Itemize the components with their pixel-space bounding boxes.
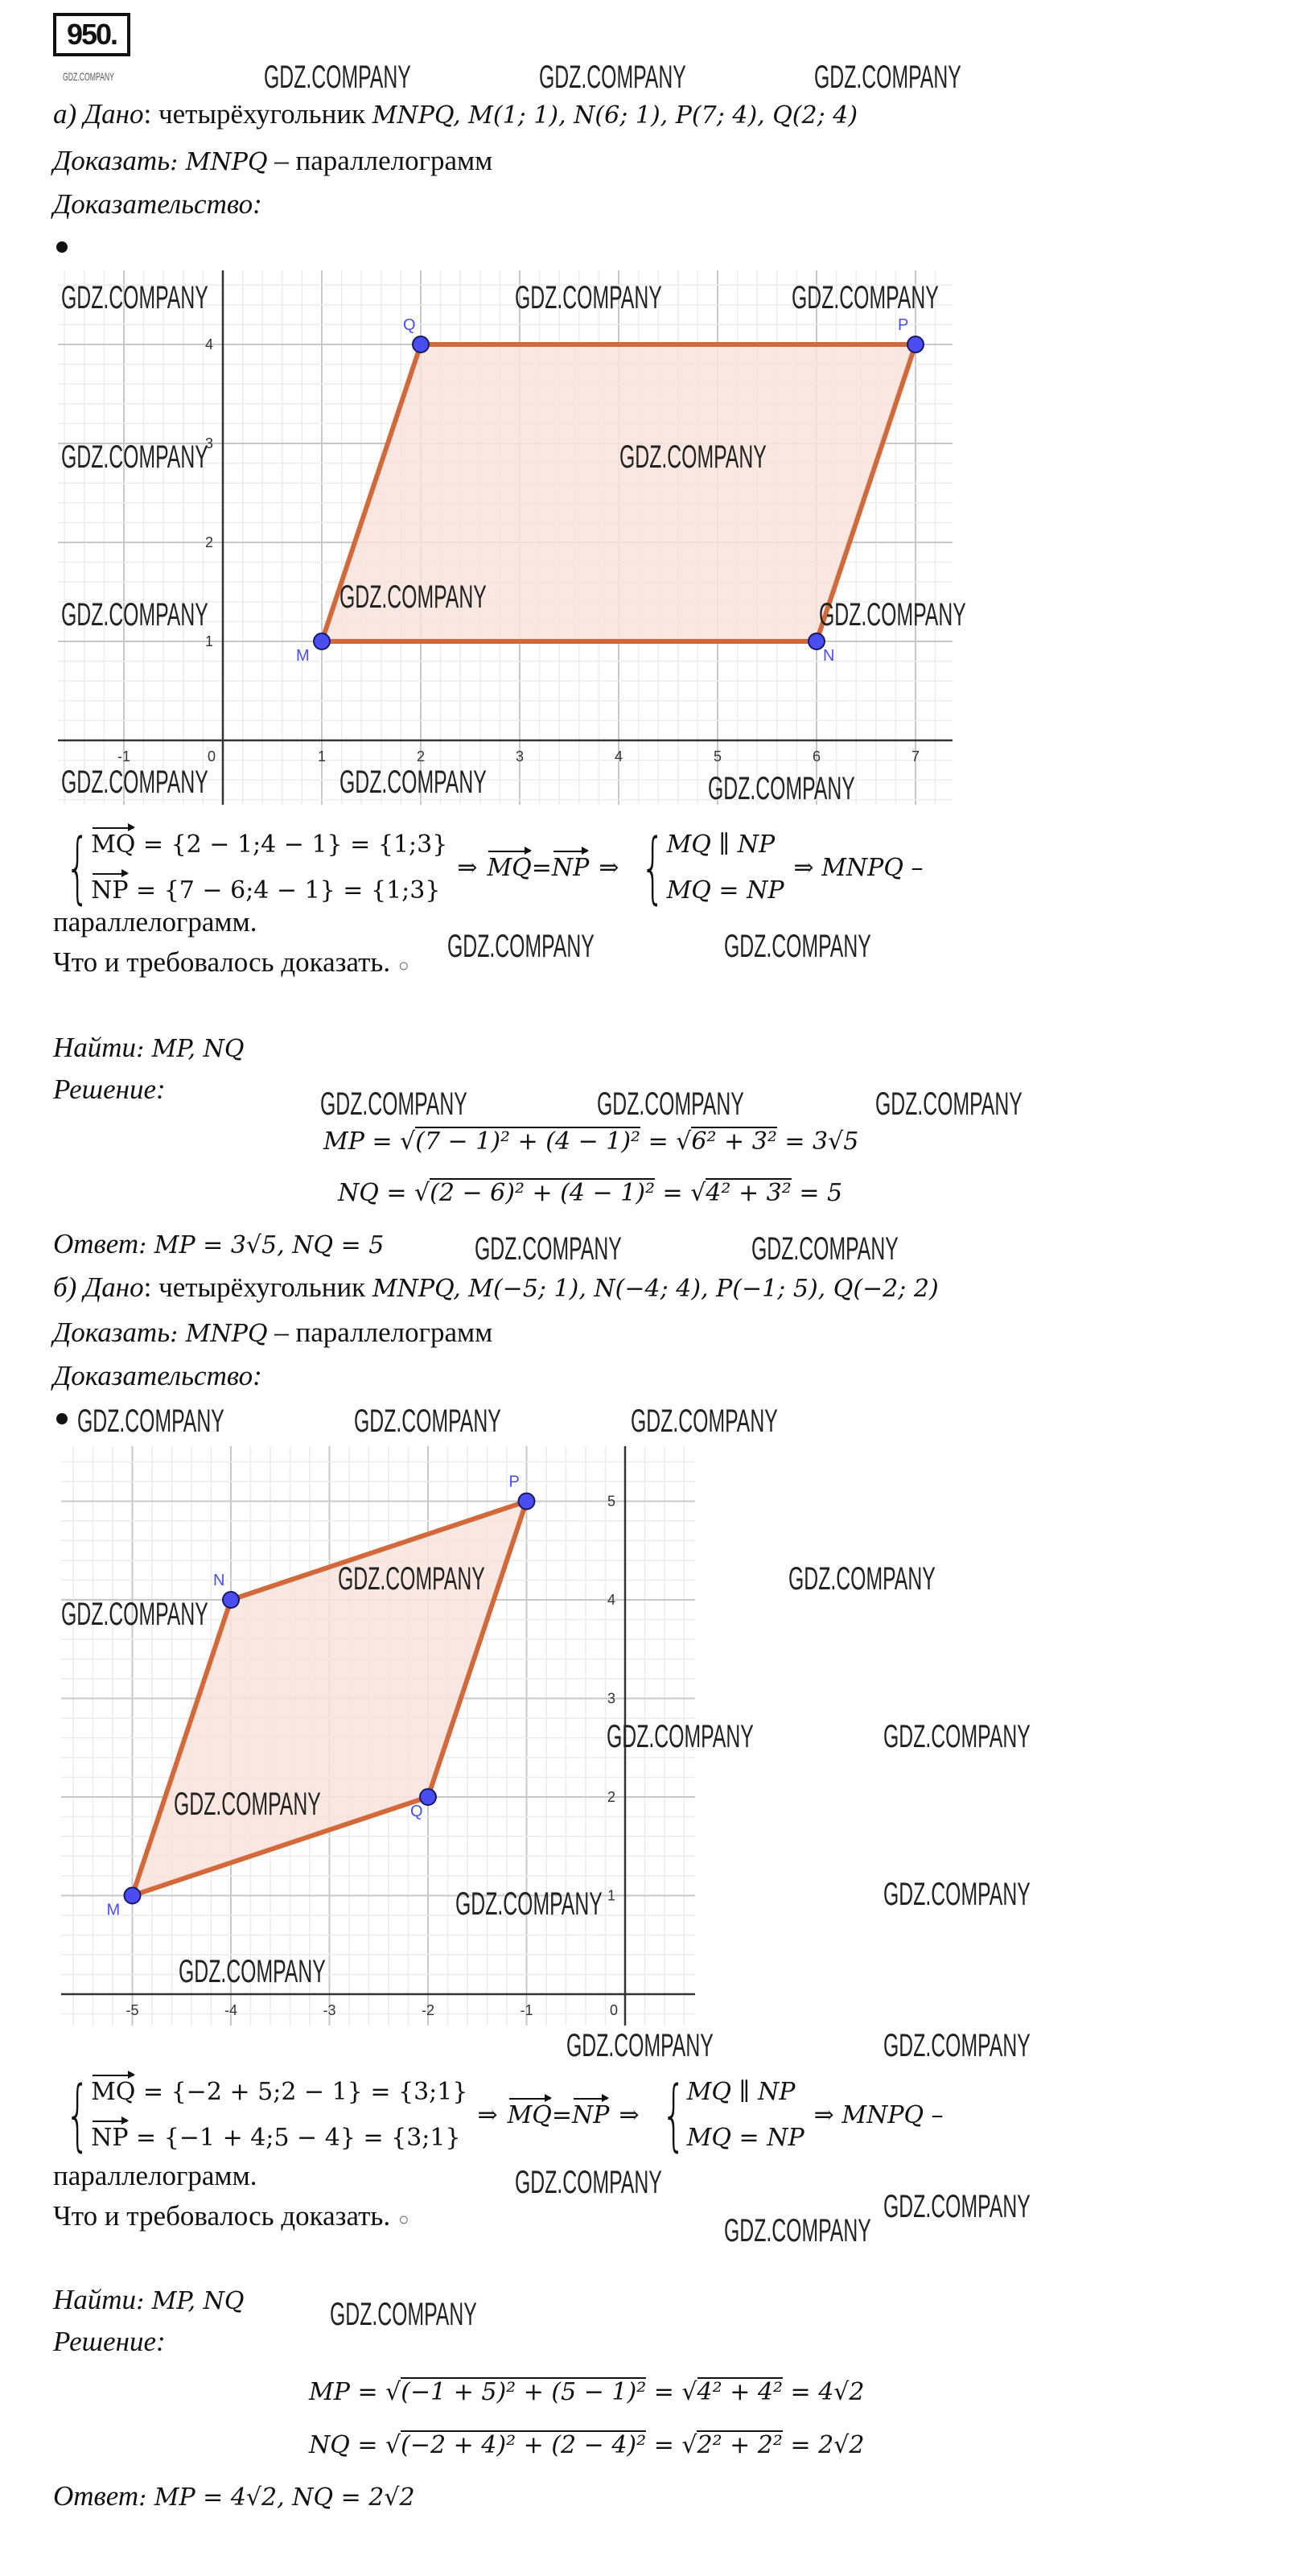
point-label-P: P — [508, 1473, 520, 1491]
point-label-N: N — [823, 647, 835, 665]
x-tick-label: -5 — [125, 2002, 139, 2018]
given-math: MNPQ, M(1; 1), N(6; 1), P(7; 4), Q(2; 4) — [372, 101, 858, 130]
y-tick-label: 3 — [204, 435, 213, 451]
watermark: GDZ.COMPANY — [814, 60, 961, 95]
watermark: GDZ.COMPANY — [724, 929, 871, 964]
watermark: GDZ.COMPANY — [264, 60, 411, 95]
watermark: GDZ.COMPANY — [751, 1231, 899, 1267]
implies: ⇒ — [599, 853, 619, 882]
y-tick-label: 5 — [607, 1493, 615, 1510]
find-b: Найти: MP, NQ — [53, 2284, 245, 2315]
x-tick-label: 5 — [713, 748, 722, 765]
watermark: GDZ.COMPANY — [566, 2028, 714, 2063]
x-tick-label: 4 — [614, 748, 623, 765]
x-tick-label: 6 — [812, 748, 821, 765]
mp-formula-a: MP = √(7 − 1)² + (4 − 1)² = √6² + 3² = 3√5 — [323, 1127, 859, 1156]
watermark: GDZ.COMPANY — [61, 439, 208, 475]
watermark: GDZ.COMPANY — [61, 280, 208, 315]
y-tick-label: 4 — [204, 336, 213, 352]
point-P — [907, 336, 924, 352]
x-tick-label: -3 — [323, 2002, 336, 2018]
given-label: а) Дано — [53, 98, 144, 130]
prove-math: : MNPQ — [170, 148, 268, 176]
x-tick-label: 2 — [416, 748, 426, 765]
given-text: : четырёхугольник — [143, 98, 372, 130]
prove-a — [53, 146, 492, 175]
bullet — [56, 1413, 68, 1424]
x-tick-label: 1 — [317, 748, 327, 765]
watermark: GDZ.COMPANY — [607, 1719, 754, 1754]
point-label-M: M — [296, 647, 310, 665]
answer-a: Ответ: MP = 3√5, NQ = 5 — [53, 1228, 385, 1259]
watermark: GDZ.COMPANY — [455, 1886, 603, 1922]
watermark: GDZ.COMPANY — [515, 280, 662, 315]
point-label-N: N — [213, 1572, 225, 1589]
nq-formula-a: NQ = √(2 − 6)² + (4 − 1)² = √4² + 3² = 5 — [338, 1179, 843, 1207]
proof-label-a: Доказательство: — [53, 188, 262, 220]
solution-label-b: Решение: — [53, 2326, 166, 2357]
x-tick-label: 0 — [207, 748, 216, 765]
watermark: GDZ.COMPANY — [174, 1787, 321, 1822]
y-tick-label: 1 — [204, 633, 213, 649]
x-tick-label: -4 — [224, 2002, 238, 2018]
x-tick-label: -2 — [421, 2002, 435, 2018]
prove-label: Доказать — [53, 145, 171, 176]
watermark: GDZ.COMPANY — [63, 70, 114, 83]
point-label-M: M — [106, 1901, 121, 1919]
watermark: GDZ.COMPANY — [61, 1597, 208, 1632]
proof-label-b: Доказательство: — [53, 1360, 262, 1391]
problem-number: 950. — [53, 13, 130, 56]
qed-a: Что и требовалось доказать. ○ — [53, 946, 409, 978]
point-label-Q: Q — [410, 1803, 423, 1820]
conclusion-word: параллелограмм. — [53, 2160, 257, 2191]
given-a — [53, 100, 858, 128]
system-line-2: NP = {−1 + 4;5 − 4} = {3;1} — [91, 2124, 461, 2152]
point-label-P: P — [898, 316, 909, 334]
watermark: GDZ.COMPANY — [883, 2028, 1031, 2063]
watermark: GDZ.COMPANY — [788, 1561, 936, 1597]
watermark: GDZ.COMPANY — [447, 929, 595, 964]
watermark: GDZ.COMPANY — [338, 1561, 485, 1597]
conclusion-word: параллелограмм. — [53, 906, 257, 938]
watermark: GDZ.COMPANY — [179, 1954, 326, 1989]
x-tick-label: 3 — [515, 748, 525, 765]
brace: { — [65, 822, 90, 913]
watermark: GDZ.COMPANY — [77, 1403, 224, 1439]
system-line-1: MQ = {2 − 1;4 − 1} = {1;3} — [91, 831, 448, 859]
watermark: GDZ.COMPANY — [883, 2189, 1031, 2224]
y-tick-label: 1 — [607, 1887, 615, 1904]
watermark: GDZ.COMPANY — [61, 765, 208, 800]
prove-b: Доказать: MNPQ – параллелограмм — [53, 1317, 493, 1348]
watermark: GDZ.COMPANY — [819, 597, 966, 633]
watermark: GDZ.COMPANY — [724, 2213, 871, 2248]
point-N — [809, 633, 825, 649]
find-a: Найти: MP, NQ — [53, 1032, 245, 1063]
answer-b: Ответ: MP = 4√2, NQ = 2√2 — [53, 2480, 415, 2512]
x-tick-label: 7 — [911, 748, 920, 765]
system-b: { MQ = {−2 + 5;2 − 1} = {3;1} NP = {−1 + 4;5 − 4} = {3;1} ⇒ MQ = NP ⇒ { MQ ∥ NP MQ = NP ⇒ MNPQ – — [65, 2070, 944, 2160]
system-line-1: MQ = {−2 + 5;2 − 1} = {3;1} — [91, 2078, 468, 2106]
x-tick-label: -1 — [117, 748, 131, 765]
point-label-Q: Q — [403, 316, 416, 334]
watermark: GDZ.COMPANY — [619, 439, 767, 475]
watermark: GDZ.COMPANY — [883, 1719, 1031, 1754]
x-tick-label: 0 — [609, 2002, 619, 2018]
watermark: GDZ.COMPANY — [330, 2297, 477, 2332]
watermark: GDZ.COMPANY — [515, 2165, 662, 2200]
watermark: GDZ.COMPANY — [61, 597, 208, 633]
point-P — [519, 1494, 535, 1510]
watermark: GDZ.COMPANY — [320, 1086, 467, 1122]
point-M — [314, 633, 330, 649]
system-line-2: NP = {7 − 6;4 − 1} = {1;3} — [91, 876, 441, 905]
watermark: GDZ.COMPANY — [597, 1086, 744, 1122]
watermark: GDZ.COMPANY — [708, 771, 855, 806]
watermark: GDZ.COMPANY — [339, 765, 487, 800]
point-Q — [413, 336, 429, 352]
y-tick-label: 4 — [607, 1592, 615, 1608]
system-a: { MQ = {2 − 1;4 − 1} = {1;3} NP = {7 − 6;4 − 1} = {1;3} ⇒ MQ = NP ⇒ { MQ ∥ NP MQ = NP ⇒ MNPQ – — [65, 822, 924, 913]
graph-a — [58, 270, 953, 805]
implies: ⇒ — [457, 853, 478, 882]
given-b: б) Дано: четырёхугольник MNPQ, M(−5; 1), N(−4; 4), P(−1; 5), Q(−2; 2) — [53, 1272, 939, 1303]
nq-formula-b: NQ = √(−2 + 4)² + (2 − 4)² = √2² + 2² = 2√2 — [309, 2431, 865, 2459]
watermark: GDZ.COMPANY — [539, 60, 686, 95]
watermark: GDZ.COMPANY — [339, 579, 487, 615]
watermark: GDZ.COMPANY — [792, 280, 939, 315]
prove-text: – параллелограмм — [267, 145, 493, 176]
y-tick-label: 2 — [204, 534, 213, 550]
watermark: GDZ.COMPANY — [475, 1231, 622, 1267]
x-tick-label: -1 — [520, 2002, 533, 2018]
watermark: GDZ.COMPANY — [354, 1403, 501, 1439]
y-tick-label: 2 — [607, 1789, 615, 1805]
point-M — [125, 1888, 141, 1904]
qed-b: Что и требовалось доказать. ○ — [53, 2200, 409, 2232]
y-tick-label: 3 — [607, 1690, 615, 1707]
point-N — [223, 1592, 239, 1608]
graph-b — [61, 1446, 695, 2026]
watermark: GDZ.COMPANY — [631, 1403, 778, 1439]
solution-label-a: Решение: — [53, 1074, 166, 1105]
mp-formula-b: MP = √(−1 + 5)² + (5 − 1)² = √4² + 4² = 4√2 — [309, 2378, 865, 2406]
watermark: GDZ.COMPANY — [875, 1086, 1022, 1122]
bullet — [56, 241, 68, 253]
watermark: GDZ.COMPANY — [883, 1877, 1031, 1912]
